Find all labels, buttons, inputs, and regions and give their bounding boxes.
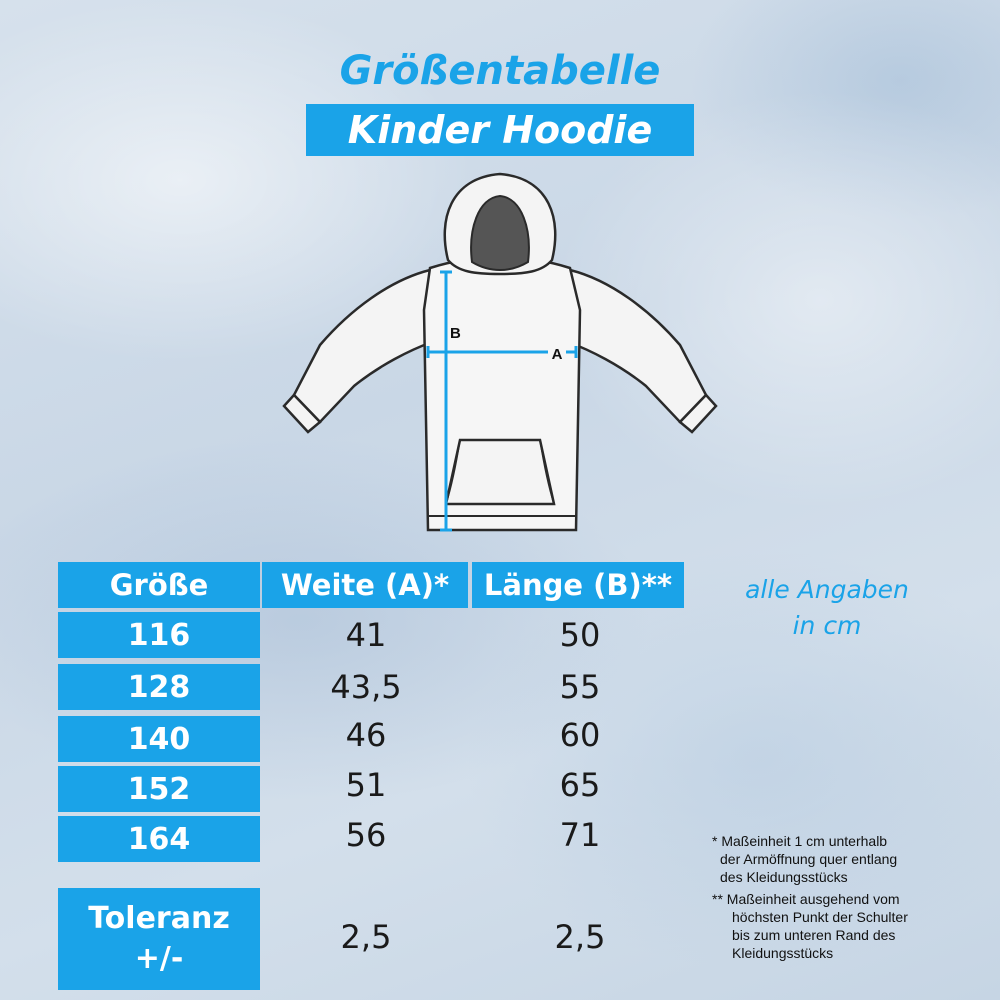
size-cell: 140 — [58, 716, 260, 762]
label-a: A — [551, 346, 563, 363]
weite-value: 43,5 — [330, 668, 402, 706]
footnote-line: der Armöffnung quer entlang — [720, 851, 898, 867]
subtitle-band — [306, 104, 694, 156]
tolerance-label: Toleranz — [88, 901, 230, 936]
tolerance-laenge: 2,5 — [554, 918, 606, 956]
footnote-line: bis zum unteren Rand des — [732, 927, 896, 943]
footnote-line: Kleidungsstücks — [732, 945, 834, 961]
footnote-line: des Kleidungsstücks — [720, 869, 848, 885]
weite-value: 56 — [345, 816, 387, 854]
header-size: Größe — [58, 562, 260, 608]
left-sleeve — [294, 270, 432, 422]
laenge-value: 65 — [559, 766, 601, 804]
size-cell: 116 — [58, 612, 260, 658]
laenge-value: 55 — [559, 668, 601, 706]
footnote-line: höchsten Punkt der Schulter — [732, 909, 908, 925]
header-weite: Weite (A)* — [262, 562, 468, 608]
laenge-value: 60 — [559, 716, 601, 754]
weite-value: 51 — [345, 766, 387, 804]
header-laenge: Länge (B)** — [472, 562, 684, 608]
unit-note-line1: alle Angaben — [745, 575, 909, 604]
kangaroo-pocket — [446, 440, 554, 504]
page-title: Größentabelle — [339, 48, 661, 94]
subtitle: Kinder Hoodie — [347, 108, 653, 152]
laenge-value: 71 — [559, 816, 601, 854]
unit-note — [722, 572, 932, 644]
size-cell: 164 — [58, 816, 260, 862]
tolerance-weite: 2,5 — [340, 918, 392, 956]
size-cell: 128 — [58, 664, 260, 710]
hoodie-diagram — [280, 160, 720, 540]
right-sleeve — [568, 270, 706, 422]
weite-value: 41 — [345, 616, 387, 654]
weite-value: 46 — [345, 716, 387, 754]
unit-note-line2: in cm — [792, 611, 862, 640]
footnote-weite — [712, 832, 972, 886]
footnote-laenge — [712, 890, 972, 962]
tolerance-cell — [58, 888, 260, 990]
laenge-value: 50 — [559, 616, 601, 654]
tolerance-sign: +/- — [134, 941, 184, 976]
footnote-line: * Maßeinheit 1 cm unterhalb — [712, 833, 888, 849]
footnote-line: ** Maßeinheit ausgehend vom — [712, 891, 900, 907]
label-b: B — [450, 325, 461, 342]
size-cell: 152 — [58, 766, 260, 812]
